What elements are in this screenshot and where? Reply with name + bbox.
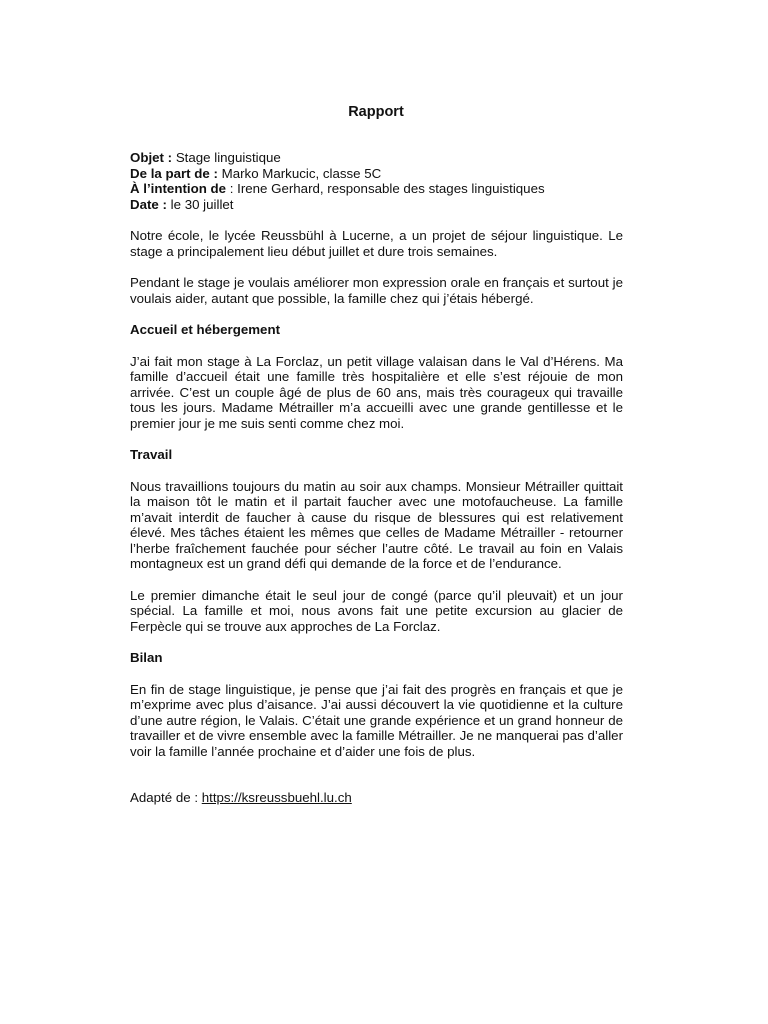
document-body: [130, 150, 623, 806]
section-heading-travail: Travail: [130, 447, 173, 462]
sender-value: Marko Markucic, classe 5C: [221, 165, 382, 181]
section-paragraph: Le premier dimanche était le seul jour de congé (parce qu’il pleuvait) et un jour spécial. La famille et moi, nous avons fait une petite excursion au glacier de Ferpècle qui se trouve aux approches de La Forclaz.: [130, 587, 623, 634]
recipient-label: À l’intention de: [130, 181, 227, 196]
objet-row: [130, 150, 623, 166]
recipient-value: : Irene Gerhard, responsable des stages linguistiques: [229, 181, 545, 196]
section-heading-accueil: Accueil et hébergement: [130, 322, 281, 337]
date-label: Date :: [130, 196, 167, 212]
source-line: [130, 790, 623, 806]
section-paragraph: En fin de stage linguistique, je pense que j’ai fait des progrès en français et que je m’exprime avec plus d’aisance. J’ai aussi découvert la vie quotidienne et la culture d’une autre région, le Valais. C’était une grande expérience et un grand honneur de travailler et de vivre ensemble avec la famille Métrailler. Je ne manquerai pas d’aller voir la famille l’année prochaine et d’aider une fois de plus.: [130, 681, 623, 759]
objet-value: Stage linguistique: [175, 150, 281, 165]
source-link[interactable]: https://ksreussbuehl.lu.ch: [201, 790, 352, 805]
section-heading-bilan: Bilan: [130, 650, 163, 665]
section-paragraph: Nous travaillions toujours du matin au soir aux champs. Monsieur Métrailler quittait la maison tôt le matin et il partait faucher avec une motofaucheuse. La famille m’avait interdit de faucher à cause du risque de blessures qui est relativement élevé. Mes tâches étaient les mêmes que celles de Madame Métrailler - retourner l’herbe fraîchement fauchée pour sécher l’autre côté. Le travail au foin en Valais montagneux est un grand défi qui demande de la force et de l’endurance.: [130, 478, 623, 571]
report-header: [130, 150, 623, 212]
intro-paragraph-2: Pendant le stage je voulais améliorer mon expression orale en français et surtout je voulais aider, autant que possible, la famille chez qui j’étais hébergé.: [130, 275, 623, 306]
page-title: Rapport: [348, 104, 404, 120]
sender-label: De la part de :: [130, 165, 218, 181]
sender-row: [130, 166, 623, 182]
date-row: [130, 197, 623, 213]
recipient-row: [130, 181, 623, 197]
date-value: le 30 juillet: [170, 196, 234, 212]
intro-paragraph-1: Notre école, le lycée Reussbühl à Lucerne, a un projet de séjour linguistique. Le stage a principalement lieu début juillet et dure trois semaines.: [130, 228, 623, 259]
section-paragraph: J’ai fait mon stage à La Forclaz, un petit village valaisan dans le Val d’Hérens. Ma famille d’accueil était une famille très hospitalière et elle s’est réjouie de mon arrivée. C’est un couple âgé de plus de 60 ans, mais très courageux qui travaille tous les jours. Madame Métrailler m’a accueilli avec une grande gentillesse et le premier jour je me suis senti comme chez moi.: [130, 353, 623, 431]
objet-label: Objet :: [130, 150, 173, 165]
source-label: Adapté de :: [130, 790, 199, 805]
